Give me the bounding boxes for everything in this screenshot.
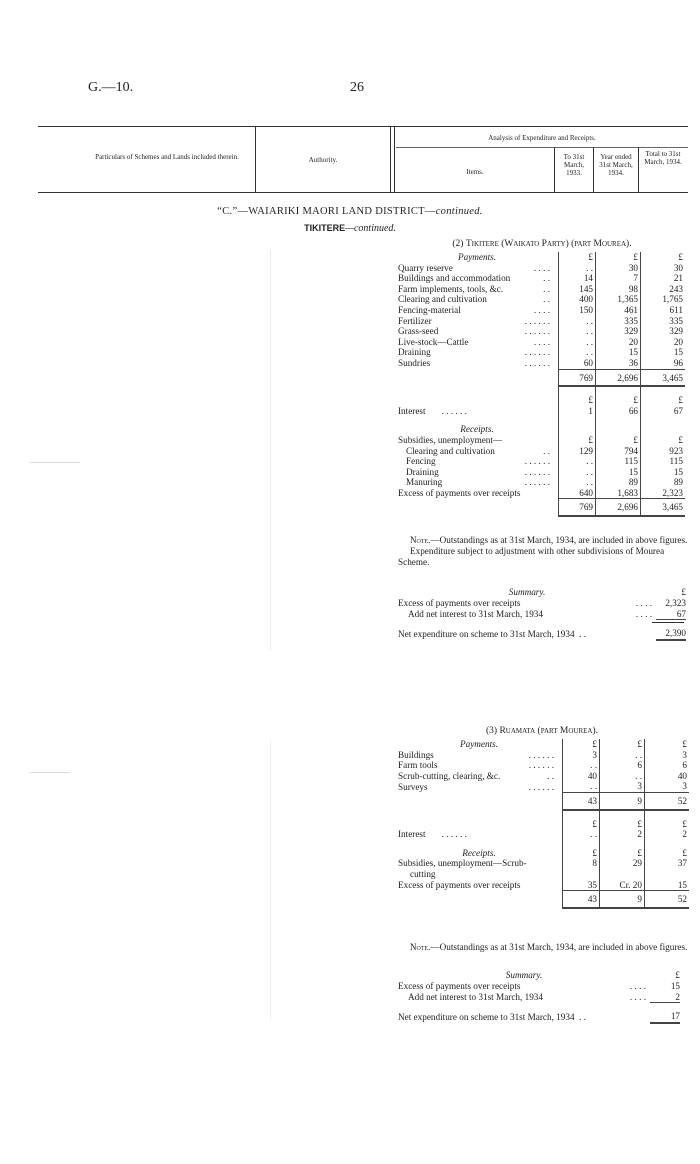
currency-symbol: £: [641, 395, 686, 406]
row-label: Fertilizer: [398, 315, 432, 326]
dot-leader: . . . . . .: [528, 781, 554, 792]
value-1934: 89: [596, 477, 641, 488]
value-total: 21: [641, 273, 686, 284]
currency-symbol: £: [559, 395, 596, 406]
net-value: 17: [650, 1003, 680, 1023]
dot-leader: . . . .: [635, 608, 652, 619]
currency-symbol: £: [563, 739, 600, 750]
col-items: Items.: [466, 168, 484, 176]
interest-total: 2: [645, 829, 690, 840]
header-bottom-rule: [38, 192, 688, 193]
currency-symbol: £: [596, 395, 641, 406]
table-row: [398, 305, 685, 316]
value-1933: . .: [559, 326, 596, 337]
value-total: 20: [641, 337, 686, 348]
scheme-title: [0, 223, 700, 234]
value-total: 15: [641, 347, 686, 358]
value-1933: 150: [559, 305, 596, 316]
value-1934: 30: [596, 263, 641, 274]
header-divider-6: [638, 147, 639, 193]
row-label: Draining: [406, 466, 439, 477]
district-name: “C.”—WAIARIKI MAORI LAND DISTRICT—: [217, 206, 436, 217]
value-1933: . .: [559, 263, 596, 274]
table-row: [398, 750, 689, 761]
row-label: Draining: [398, 347, 431, 358]
currency-symbol: £: [641, 435, 686, 446]
subsidies-label: Subsidies, unemployment—: [398, 434, 503, 445]
note-text: —Outstandings as at 31st March, 1934, are included in above figures.: [430, 942, 688, 952]
excess-1934: Cr. 20: [600, 880, 645, 891]
row-label-cell: [398, 446, 559, 457]
table-row: [398, 981, 680, 992]
section-2-note: [398, 942, 688, 953]
section-1-name: Tikitere (Waikato Party) (part Mourea).: [465, 239, 632, 249]
table-row: [398, 316, 685, 327]
col-year-1934: Year ended 31st March, 1934.: [599, 153, 633, 177]
dot-leader: . .: [547, 770, 554, 781]
table-row: [398, 252, 685, 263]
excess-1933: 640: [559, 488, 596, 499]
dot-leader: . . . .: [629, 991, 646, 1002]
header-divider-1: [255, 126, 256, 193]
currency-symbol: £: [645, 848, 690, 859]
row-label: Farm implements, tools, &c.: [398, 283, 504, 294]
section-2-table: [398, 739, 689, 909]
dot-leader: . . . . . .: [524, 477, 550, 488]
table-row: [398, 891, 689, 908]
section-1-summary: [398, 587, 686, 641]
currency-symbol: £: [600, 848, 645, 859]
section-2-number: (3): [485, 726, 498, 736]
row-label: Buildings: [398, 749, 434, 760]
faint-column-line: [270, 740, 271, 1020]
dot-leader: . .: [543, 283, 550, 294]
value-1934: 15: [596, 467, 641, 478]
value-1934: 329: [596, 326, 641, 337]
value-1933: 129: [559, 446, 596, 457]
excess-label: Excess of payments over receipts: [398, 488, 521, 499]
table-row: [398, 369, 685, 386]
row-label-cell: [398, 316, 559, 327]
section-1-title: [396, 239, 688, 249]
dot-leader: . .: [543, 445, 550, 456]
col-particulars: Particulars of Schemes and Lands included therein.: [95, 153, 239, 161]
value-1933: 3: [563, 750, 600, 761]
note-word: Note.: [410, 535, 431, 545]
summary-value: 67: [656, 609, 686, 620]
currency-symbol: £: [675, 970, 680, 980]
row-label: Quarry reserve: [398, 262, 453, 273]
summary-label-cell: [398, 981, 650, 992]
row-label-cell: [398, 263, 559, 274]
district-continued: continued.: [435, 206, 483, 217]
receipts-total: 52: [645, 891, 690, 908]
subsidies-label: Subsidies, unemployment—Scrub-: [398, 858, 527, 869]
excess-1933: 35: [563, 880, 600, 891]
row-label-cell: [398, 477, 559, 488]
value-1934: 6: [600, 760, 645, 771]
value-total: 1,765: [641, 294, 686, 305]
table-row: [398, 858, 689, 869]
faint-rule: [30, 462, 80, 463]
summary-label-cell: [398, 992, 650, 1003]
value-total: 15: [641, 467, 686, 478]
subsidies-label-cont: cutting: [410, 868, 436, 879]
currency-symbol: £: [563, 848, 600, 859]
currency-symbol: £: [645, 739, 690, 750]
row-label-cell: [398, 771, 563, 782]
row-label-cell: [398, 294, 559, 305]
table-row: [398, 587, 686, 598]
row-label: Live-stock—Cattle: [398, 336, 469, 347]
analysis-underline: [396, 147, 688, 148]
table-row: [398, 970, 680, 981]
col-total: Total to 31st March, 1934.: [644, 150, 682, 166]
row-label: Buildings and accommodation: [398, 273, 511, 284]
table-row: [398, 395, 685, 406]
table-row: [398, 263, 685, 274]
net-label: Net expenditure on scheme to 31st March, 1934: [398, 1011, 575, 1022]
row-label: Grass-seed: [398, 326, 439, 337]
summary-label: Add net interest to 31st March, 1934: [408, 991, 543, 1002]
dot-leader: . . . .: [533, 304, 550, 315]
currency-symbol: £: [600, 739, 645, 750]
note-text: —Outstandings as at 31st March, 1934, are included in above figures.: [430, 535, 688, 545]
table-row: [398, 337, 685, 348]
dot-leader: . .: [543, 294, 550, 305]
dot-leader: . . . . . .: [528, 760, 554, 771]
payments-total: 3,465: [641, 369, 686, 386]
col-to-1933: To 31st March, 1933.: [563, 153, 585, 177]
receipts-heading: Receipts.: [460, 424, 494, 435]
row-label: Fencing-material: [398, 304, 461, 315]
col-analysis: Analysis of Expenditure and Receipts.: [488, 134, 596, 142]
table-row: [398, 358, 685, 369]
summary-label: Excess of payments over receipts: [398, 980, 521, 991]
currency-symbol: £: [559, 435, 596, 446]
value-1933: . .: [559, 456, 596, 467]
document-code: G.—10.: [88, 80, 134, 95]
table-row: [398, 781, 689, 792]
summary-value: 2,323: [665, 597, 686, 608]
row-label: Scrub-cutting, clearing, &c.: [398, 770, 501, 781]
row-label-cell: [398, 781, 563, 792]
row-label-cell: [398, 456, 559, 467]
table-row: [398, 598, 686, 609]
summary-label: Add net interest to 31st March, 1934: [408, 608, 543, 619]
table-row: [398, 467, 685, 478]
table-row: [398, 771, 689, 782]
value-total: 96: [641, 358, 686, 369]
payments-heading: Payments.: [457, 252, 496, 262]
value-total: 89: [641, 477, 686, 488]
row-label: Fencing: [406, 456, 436, 467]
summary-heading: Summary.: [505, 970, 543, 980]
dot-leader: . . . .: [629, 980, 646, 991]
subsidies-1934: 29: [600, 858, 645, 869]
value-1933: 14: [559, 273, 596, 284]
excess-total: 2,323: [641, 488, 686, 499]
receipts-total: 3,465: [641, 499, 686, 516]
value-1933: . .: [563, 781, 600, 792]
row-label-cell: [398, 347, 559, 358]
district-title: [0, 206, 700, 217]
receipts-total-1933: 769: [559, 499, 596, 516]
table-row: [398, 456, 685, 467]
receipts-heading: Receipts.: [462, 847, 496, 858]
value-total: 30: [641, 263, 686, 274]
table-row: [398, 326, 685, 337]
value-1933: . .: [559, 347, 596, 358]
row-label-cell: [398, 326, 559, 337]
table-row: [398, 435, 685, 446]
currency-symbol: £: [596, 252, 641, 263]
table-row: [398, 739, 689, 750]
faint-column-line: [270, 250, 271, 650]
value-1933: 400: [559, 294, 596, 305]
value-1933: . .: [559, 337, 596, 348]
currency-symbol: £: [645, 819, 690, 830]
table-row: [398, 620, 686, 640]
section-1-number: (2): [452, 239, 464, 249]
dot-leader: . . . . . .: [528, 749, 554, 760]
value-1934: . .: [600, 750, 645, 761]
summary-label-cell: [398, 598, 656, 609]
currency-symbol: £: [600, 819, 645, 830]
value-total: 6: [645, 760, 690, 771]
value-total: 335: [641, 316, 686, 327]
receipts-total-1934: 2,696: [596, 499, 641, 516]
dot-leader: . . . . . .: [524, 326, 550, 337]
value-1934: 335: [596, 316, 641, 327]
table-row: [398, 760, 689, 771]
value-1934: 794: [596, 446, 641, 457]
payments-total-1934: 9: [600, 792, 645, 809]
dot-leader: . . . . . .: [441, 829, 467, 840]
table-row: [398, 1003, 680, 1023]
row-label-cell: [398, 284, 559, 295]
summary-value: 2: [650, 992, 680, 1003]
dot-leader: . . . . . .: [441, 405, 467, 416]
subsidies-total: 37: [645, 858, 690, 869]
net-label: Net expenditure on scheme to 31st March, 1934: [398, 628, 575, 639]
section-1-note: [398, 535, 688, 567]
table-row: [398, 829, 689, 840]
interest-1934: 66: [596, 406, 641, 417]
summary-value: 15: [670, 980, 680, 991]
row-label: Clearing and cultivation: [398, 294, 487, 305]
row-label-cell: [398, 467, 559, 478]
value-total: 611: [641, 305, 686, 316]
header-divider-2: [390, 126, 391, 193]
value-total: 115: [641, 456, 686, 467]
excess-1934: 1,683: [596, 488, 641, 499]
dot-leader: . .: [579, 1011, 587, 1022]
value-1934: 3: [600, 781, 645, 792]
currency-symbol: £: [559, 252, 596, 263]
row-label-cell: [398, 358, 559, 369]
section-2-summary: [398, 970, 680, 1024]
value-1933: 40: [563, 771, 600, 782]
value-total: 329: [641, 326, 686, 337]
page-number: 26: [350, 80, 364, 95]
table-row: [398, 347, 685, 358]
dot-leader: . . . . . .: [524, 358, 550, 369]
dot-leader: . . . . . .: [524, 466, 550, 477]
interest-total: 67: [641, 406, 686, 417]
value-total: 243: [641, 284, 686, 295]
interest-1933: 1: [559, 406, 596, 417]
section-2-name: Ruamata (part Mourea).: [499, 726, 598, 736]
receipts-total-1933: 43: [563, 891, 600, 908]
value-1933: 145: [559, 284, 596, 295]
row-label: Clearing and cultivation: [406, 445, 495, 456]
header-top-rule: [38, 126, 688, 127]
table-row: [398, 477, 685, 488]
currency-symbol: £: [563, 819, 600, 830]
interest-label: Interest: [398, 829, 426, 840]
header-divider-5: [593, 147, 594, 193]
sum-rule: [652, 622, 684, 623]
col-authority: Authority.: [308, 156, 338, 164]
table-row: [398, 609, 686, 620]
currency-symbol: £: [681, 587, 686, 597]
table-row: [398, 488, 685, 499]
row-label-cell: [398, 337, 559, 348]
row-label-cell: [398, 760, 563, 771]
value-1933: . .: [563, 760, 600, 771]
table-row: [398, 499, 685, 516]
value-1934: 115: [596, 456, 641, 467]
scheme-continued: —continued.: [345, 223, 396, 234]
receipts-total-1934: 9: [600, 891, 645, 908]
subsidies-1933: 8: [563, 858, 600, 869]
dot-leader: . . . .: [533, 336, 550, 347]
row-label: Surveys: [398, 781, 428, 792]
table-row: [398, 869, 689, 880]
currency-symbol: £: [596, 435, 641, 446]
row-label: Farm tools: [398, 760, 438, 771]
table-row: [398, 848, 689, 859]
value-total: 923: [641, 446, 686, 457]
value-1934: 20: [596, 337, 641, 348]
value-1934: 36: [596, 358, 641, 369]
dot-leader: . .: [543, 273, 550, 284]
faint-rule: [30, 772, 70, 773]
summary-label: Excess of payments over receipts: [398, 597, 521, 608]
value-1934: 1,365: [596, 294, 641, 305]
value-1933: . .: [559, 316, 596, 327]
table-row: [398, 792, 689, 809]
value-total: 40: [645, 771, 690, 782]
dot-leader: . . . . . .: [524, 456, 550, 467]
net-value: 2,390: [656, 620, 686, 640]
row-label-cell: [398, 750, 563, 761]
value-1933: . .: [559, 477, 596, 488]
row-label: Sundries: [398, 358, 431, 369]
table-row: [398, 880, 689, 891]
note-2: Expenditure subject to adjustment with other subdivisions of Mourea Scheme.: [398, 545, 665, 567]
row-label-cell: [398, 273, 559, 284]
excess-total: 15: [645, 880, 690, 891]
table-row: [398, 424, 685, 435]
value-1934: 98: [596, 284, 641, 295]
dot-leader: . . . . . .: [524, 315, 550, 326]
dot-leader: . . . . . .: [524, 347, 550, 358]
row-label: Manuring: [406, 477, 443, 488]
value-1933: 60: [559, 358, 596, 369]
table-row: [398, 819, 689, 830]
payments-heading: Payments.: [459, 739, 498, 749]
header-divider-3: [394, 126, 395, 193]
value-1934: 7: [596, 273, 641, 284]
table-row: [398, 446, 685, 457]
interest-1934: 2: [600, 829, 645, 840]
payments-total: 52: [645, 792, 690, 809]
interest-1933: . .: [563, 829, 600, 840]
header-divider-4: [554, 147, 555, 193]
dot-leader: . .: [579, 628, 587, 639]
table-row: [398, 273, 685, 284]
payments-total-1933: 769: [559, 369, 596, 386]
value-1934: 461: [596, 305, 641, 316]
value-1933: . .: [559, 467, 596, 478]
interest-label: Interest: [398, 405, 426, 416]
section-2-title: [396, 726, 688, 736]
row-label-cell: [398, 305, 559, 316]
table-row: [398, 406, 685, 417]
excess-label: Excess of payments over receipts: [398, 880, 521, 891]
note-word: Note.: [410, 942, 431, 952]
currency-symbol: £: [641, 252, 686, 263]
table-row: [398, 294, 685, 305]
summary-label-cell: [398, 609, 656, 620]
section-1-table: [398, 252, 685, 517]
value-1934: 15: [596, 347, 641, 358]
table-row: [398, 284, 685, 295]
payments-total-1933: 43: [563, 792, 600, 809]
dot-leader: . . . .: [635, 597, 652, 608]
value-total: 3: [645, 781, 690, 792]
value-1934: . .: [600, 771, 645, 782]
table-row: [398, 992, 680, 1003]
scheme-name: TIKITERE: [304, 223, 346, 233]
summary-heading: Summary.: [508, 587, 546, 597]
value-total: 3: [645, 750, 690, 761]
payments-total-1934: 2,696: [596, 369, 641, 386]
dot-leader: . . . .: [533, 262, 550, 273]
